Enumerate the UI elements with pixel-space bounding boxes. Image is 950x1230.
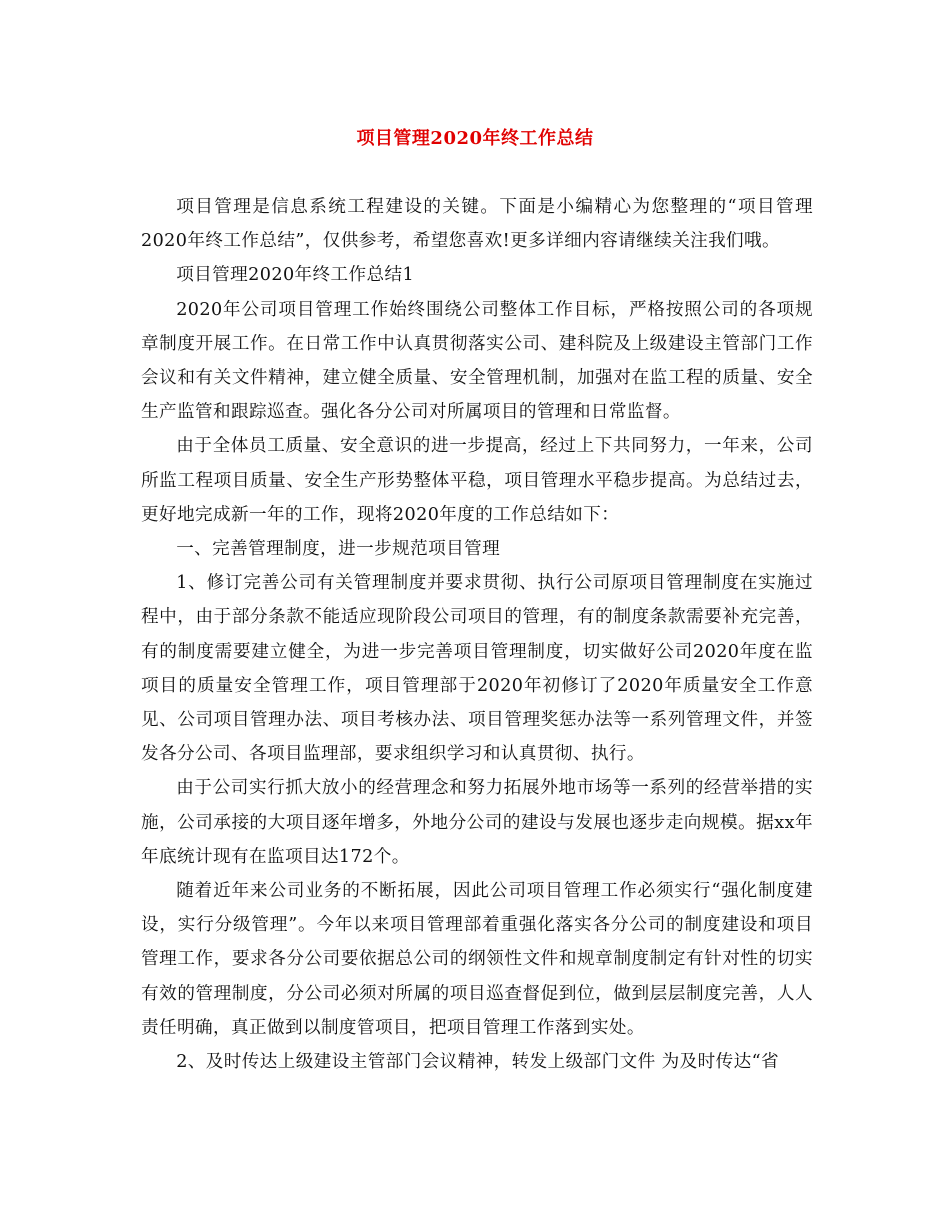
paragraph-subheading: 一、完善管理制度，进一步规范项目管理 (176, 539, 501, 560)
paragraph-section-heading: 项目管理2020年终工作总结1 (176, 265, 415, 286)
paragraph-intro: 项目管理是信息系统工程建设的关键。下面是小编精心为您整理的“项目管理2020年终工作总结”，仅供参考，希望您喜欢!更多详细内容请继续关注我们哦。 (141, 197, 813, 252)
paragraph: 2、及时传达上级建设主管部门会议精神，转发上级部门文件 为及时传达“省 (176, 1052, 779, 1073)
paragraph: 随着近年来公司业务的不断拓展，因此公司项目管理工作必须实行“强化制度建设，实行分级管理”。今年以来项目管理部着重强化落实各分公司的制度建设和项目管理工作，要求各分公司要依据总公司的纲领性文件和规章制度制定有针对性的切实有效的管理制度，分公司必须对所属的项目巡查督促到位，做到层层制度完善，人人责任明确，真正做到以制度管项目，把项目管理工作落到实处。 (141, 881, 813, 1038)
paragraph: 由于公司实行抓大放小的经营理念和努力拓展外地市场等一系列的经营举措的实施，公司承接的大项目逐年增多，外地分公司的建设与发展也逐步走向规模。据xx年年底统计现有在监项目达172个。 (141, 778, 813, 867)
paragraph: 由于全体员工质量、安全意识的进一步提高，经过上下共同努力，一年来，公司所监工程项目质量、安全生产形势整体平稳，项目管理水平稳步提高。为总结过去，更好地完成新一年的工作，现将2020年度的工作总结如下： (141, 436, 813, 525)
paragraph: 1、修订完善公司有关管理制度并要求贯彻、执行公司原项目管理制度在实施过程中，由于部分条款不能适应现阶段公司项目的管理，有的制度条款需要补充完善，有的制度需要建立健全，为进一步完善项目管理制度，切实做好公司2020年度在监项目的质量安全管理工作，项目管理部于2020年初修订了2020年质量安全工作意见、公司项目管理办法、项目考核办法、项目管理奖惩办法等一系列管理文件，并签发各分公司、各项目监理部，要求组织学习和认真贯彻、执行。 (141, 573, 813, 765)
paragraph: 2020年公司项目管理工作始终围绕公司整体工作目标，严格按照公司的各项规章制度开展工作。在日常工作中认真贯彻落实公司、建科院及上级建设主管部门工作会议和有关文件精神，建立健全质量、安全管理机制，加强对在监工程的质量、安全生产监管和跟踪巡查。强化各分公司对所属项目的管理和日常监督。 (141, 299, 813, 423)
document-body (141, 190, 813, 1079)
document-title: 项目管理2020年终工作总结 (356, 128, 594, 149)
